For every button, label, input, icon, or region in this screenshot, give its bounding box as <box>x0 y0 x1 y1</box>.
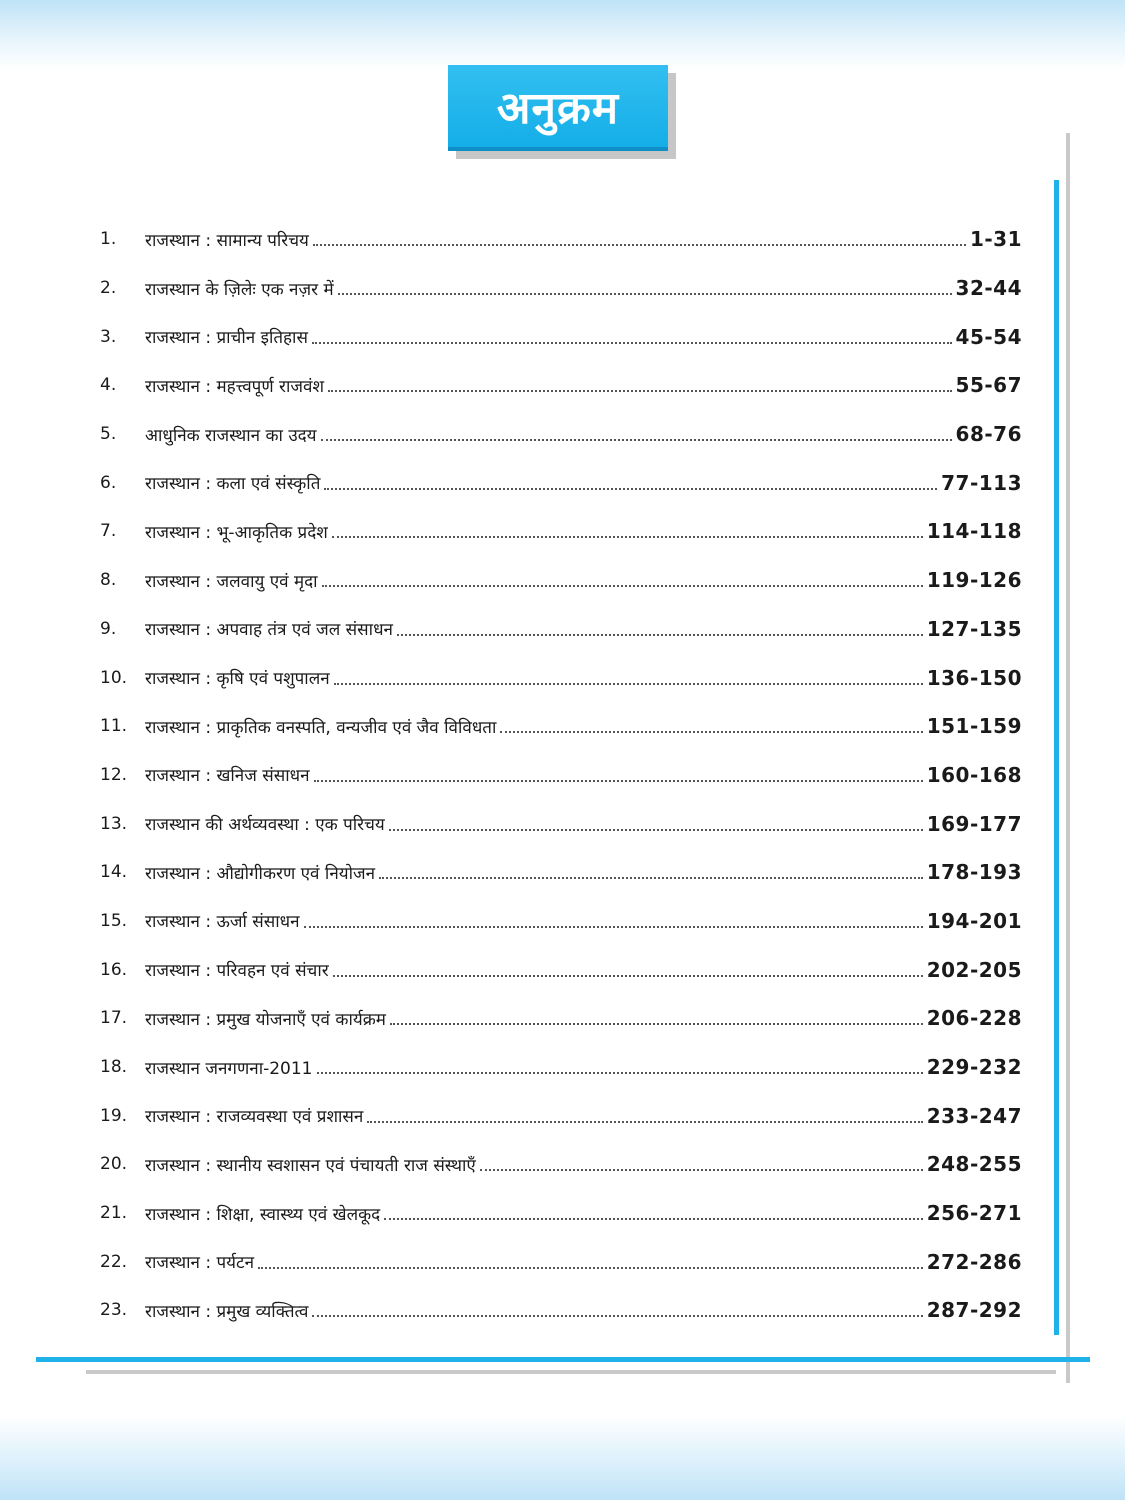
table-of-contents <box>100 215 1022 1335</box>
toc-entry[interactable] <box>100 1237 1022 1286</box>
toc-entry-title: राजस्थान के ज़िलेः एक नज़र में <box>145 279 334 300</box>
toc-entry[interactable] <box>100 1286 1022 1335</box>
toc-entry[interactable] <box>100 312 1022 361</box>
toc-dot-leader <box>500 731 922 733</box>
toc-entry[interactable] <box>100 507 1022 556</box>
toc-entry-title: राजस्थान : पर्यटन <box>145 1253 254 1274</box>
toc-entry-number: 19. <box>100 1105 128 1126</box>
toc-entry-pages: 55-67 <box>955 373 1022 398</box>
toc-entry-title: आधुनिक राजस्थान का उदय <box>145 425 317 446</box>
toc-entry-title: राजस्थान : प्रमुख व्यक्तित्व <box>145 1301 309 1322</box>
toc-entry-title: राजस्थान की अर्थव्यवस्था : एक परिचय <box>145 815 385 836</box>
toc-entry-number: 8. <box>100 570 117 591</box>
toc-entry-number: 6. <box>100 472 117 493</box>
toc-dot-leader <box>322 585 923 587</box>
toc-entry-number: 2. <box>100 278 117 299</box>
toc-entry[interactable] <box>100 1189 1022 1238</box>
toc-entry-pages: 127-135 <box>926 616 1022 641</box>
toc-entry[interactable] <box>100 264 1022 313</box>
toc-dot-leader <box>258 1267 923 1269</box>
toc-entry-pages: 233-247 <box>926 1103 1022 1128</box>
toc-entry-pages: 229-232 <box>926 1055 1022 1080</box>
toc-entry[interactable] <box>100 848 1022 897</box>
toc-entry-number: 13. <box>100 813 128 834</box>
toc-entry-number: 15. <box>100 910 128 931</box>
toc-entry-pages: 32-44 <box>955 276 1022 301</box>
toc-entry[interactable] <box>100 653 1022 702</box>
toc-entry-number: 17. <box>100 1008 128 1029</box>
bottom-gradient-band <box>0 1415 1125 1500</box>
toc-entry-title: राजस्थान : प्राकृतिक वनस्पति, वन्यजीव एवं जैव विविधता <box>145 717 497 738</box>
toc-entry-number: 5. <box>100 424 117 445</box>
toc-entry[interactable] <box>100 458 1022 507</box>
toc-entry-number: 14. <box>100 862 128 883</box>
toc-entry[interactable] <box>100 215 1022 264</box>
toc-dot-leader <box>304 926 923 928</box>
toc-entry-pages: 1-31 <box>969 227 1022 252</box>
toc-entry-number: 11. <box>100 716 128 737</box>
toc-entry-number: 4. <box>100 375 117 396</box>
toc-entry-pages: 272-286 <box>926 1249 1022 1274</box>
toc-entry-pages: 160-168 <box>926 762 1022 787</box>
toc-entry[interactable] <box>100 751 1022 800</box>
heading-box <box>448 65 668 151</box>
bottom-gray-rule <box>86 1370 1056 1374</box>
toc-entry-pages: 287-292 <box>926 1298 1022 1323</box>
toc-entry[interactable] <box>100 897 1022 946</box>
toc-entry-number: 9. <box>100 618 117 639</box>
toc-dot-leader <box>312 342 952 344</box>
toc-dot-leader <box>314 780 923 782</box>
toc-dot-leader <box>324 488 937 490</box>
toc-dot-leader <box>480 1169 923 1171</box>
toc-entry-number: 20. <box>100 1154 128 1175</box>
toc-entry-number: 23. <box>100 1300 128 1321</box>
toc-entry-title: राजस्थान : शिक्षा, स्वास्थ्य एवं खेलकूद <box>145 1204 381 1225</box>
toc-entry-number: 22. <box>100 1251 128 1272</box>
toc-entry[interactable] <box>100 1140 1022 1189</box>
toc-entry-title: राजस्थान : प्राचीन इतिहास <box>145 328 308 349</box>
top-gradient-band <box>0 0 1125 70</box>
toc-entry[interactable] <box>100 994 1022 1043</box>
toc-entry-title: राजस्थान : प्रमुख योजनाएँ एवं कार्यक्रम <box>145 1009 386 1030</box>
toc-entry-title: राजस्थान : जलवायु एवं मृदा <box>145 571 318 592</box>
toc-entry-pages: 178-193 <box>926 860 1022 885</box>
toc-entry-title: राजस्थान : औद्योगीकरण एवं नियोजन <box>145 863 376 884</box>
toc-entry-pages: 202-205 <box>926 957 1022 982</box>
toc-dot-leader <box>390 1023 923 1025</box>
toc-dot-leader <box>317 1072 923 1074</box>
toc-entry-title: राजस्थान : अपवाह तंत्र एवं जल संसाधन <box>145 620 393 641</box>
toc-dot-leader <box>313 244 966 246</box>
toc-entry-title: राजस्थान : सामान्य परिचय <box>145 230 309 251</box>
toc-entry-pages: 248-255 <box>926 1152 1022 1177</box>
toc-dot-leader <box>332 536 923 538</box>
toc-entry[interactable] <box>100 556 1022 605</box>
toc-entry-title: राजस्थान : राजव्यवस्था एवं प्रशासन <box>145 1107 364 1128</box>
toc-entry-pages: 68-76 <box>955 422 1022 447</box>
toc-entry-number: 7. <box>100 521 117 542</box>
toc-entry[interactable] <box>100 799 1022 848</box>
toc-entry[interactable] <box>100 1043 1022 1092</box>
toc-entry-pages: 119-126 <box>926 568 1022 593</box>
toc-entry-title: राजस्थान : परिवहन एवं संचार <box>145 961 329 982</box>
toc-dot-leader <box>389 829 923 831</box>
toc-dot-leader <box>334 683 923 685</box>
toc-entry-number: 18. <box>100 1057 128 1078</box>
toc-entry-title: राजस्थान : कृषि एवं पशुपालन <box>145 669 330 690</box>
toc-dot-leader <box>328 390 952 392</box>
toc-entry[interactable] <box>100 1091 1022 1140</box>
toc-entry[interactable] <box>100 605 1022 654</box>
toc-dot-leader <box>312 1315 922 1317</box>
toc-entry-title: राजस्थान : खनिज संसाधन <box>145 766 310 787</box>
toc-entry[interactable] <box>100 410 1022 459</box>
toc-entry-number: 12. <box>100 764 128 785</box>
toc-entry-title: राजस्थान जनगणना-2011 <box>145 1058 313 1079</box>
toc-entry-pages: 206-228 <box>926 1006 1022 1031</box>
toc-dot-leader <box>338 293 952 295</box>
toc-entry-number: 16. <box>100 959 128 980</box>
toc-entry-title: राजस्थान : ऊर्जा संसाधन <box>145 912 300 933</box>
toc-dot-leader <box>367 1121 922 1123</box>
bottom-blue-rule <box>36 1357 1090 1362</box>
toc-dot-leader <box>333 975 923 977</box>
toc-entry[interactable] <box>100 945 1022 994</box>
toc-entry-number: 21. <box>100 1203 128 1224</box>
toc-entry-title: राजस्थान : कला एवं संस्कृति <box>145 474 321 495</box>
toc-dot-leader <box>384 1218 923 1220</box>
toc-entry-pages: 114-118 <box>926 519 1022 544</box>
right-blue-rule <box>1054 180 1059 1335</box>
toc-entry-number: 3. <box>100 326 117 347</box>
page-title: अनुक्रम <box>496 83 620 134</box>
toc-entry-pages: 169-177 <box>926 811 1022 836</box>
toc-entry-title: राजस्थान : महत्त्वपूर्ण राजवंश <box>145 376 325 397</box>
toc-entry-number: 10. <box>100 667 128 688</box>
toc-entry-title: राजस्थान : स्थानीय स्वशासन एवं पंचायती राज संस्थाएँ <box>145 1155 476 1176</box>
right-gray-rule <box>1066 133 1070 1383</box>
toc-entry-pages: 151-159 <box>926 714 1022 739</box>
toc-entry-pages: 136-150 <box>926 665 1022 690</box>
toc-dot-leader <box>397 634 923 636</box>
toc-dot-leader <box>321 439 952 441</box>
toc-entry-pages: 194-201 <box>926 908 1022 933</box>
toc-entry-number: 1. <box>100 229 117 250</box>
toc-entry-pages: 77-113 <box>941 470 1022 495</box>
toc-entry-title: राजस्थान : भू-आकृतिक प्रदेश <box>145 522 328 543</box>
toc-entry[interactable] <box>100 361 1022 410</box>
toc-entry-pages: 256-271 <box>926 1201 1022 1226</box>
toc-entry-pages: 45-54 <box>955 324 1022 349</box>
toc-dot-leader <box>379 877 923 879</box>
toc-entry[interactable] <box>100 702 1022 751</box>
